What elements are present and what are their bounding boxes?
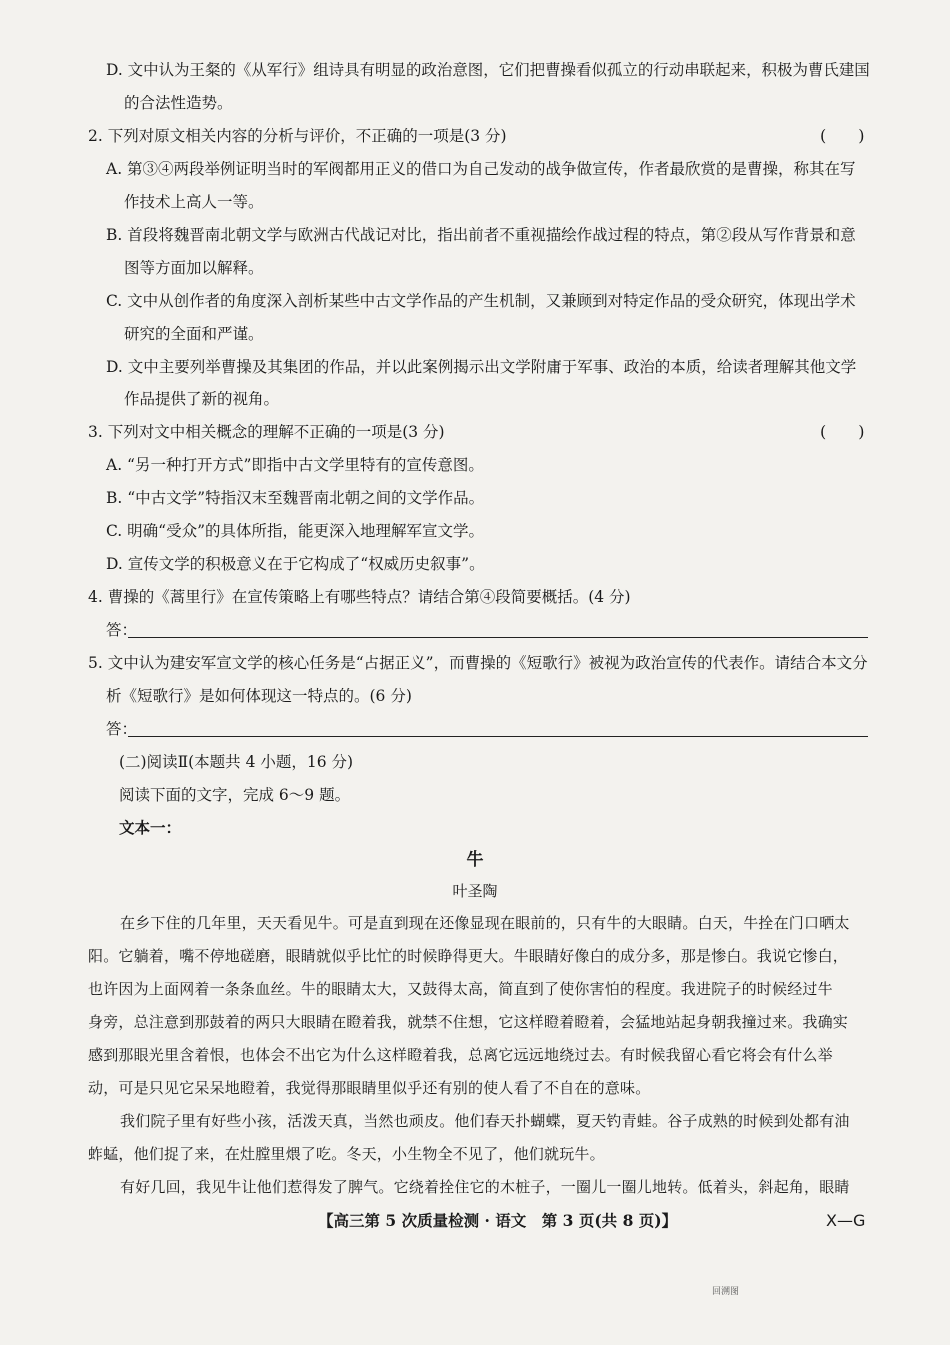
text-one-label: 文本一：: [119, 818, 182, 837]
article-paragraph-line: 身旁，总注意到那鼓着的两只大眼睛在瞪着我，就禁不住想，它这样瞪着瞪着，会猛地站起身朝我撞过来。我确实: [88, 1013, 849, 1031]
q4-stem: 4. 曹操的《蒿里行》在宣传策略上有哪些特点？请结合第④段简要概括。(4 分): [88, 588, 631, 606]
article-paragraph-line: 感到那眼光里含着恨，也体会不出它为什么这样瞪着我，总离它远远地绕过去。有时候我留心看它将会有什么举: [88, 1046, 833, 1064]
q5-answer-line[interactable]: [128, 736, 868, 737]
q3-stem: 3. 下列对文中相关概念的理解不正确的一项是(3 分): [88, 423, 445, 441]
q5-stem-line1: 5. 文中认为建安军宣文学的核心任务是“占据正义”，而曹操的《短歌行》被视为政治宣传的代表作。请结合本文分: [88, 654, 868, 672]
q2-option-c-line2: 研究的全面和严谨。: [124, 325, 264, 343]
article-paragraph-line: 阳。它躺着，嘴不停地磋磨，眼睛就似乎比忙的时候睁得更大。牛眼睛好像白的成分多，那是惨白。我说它惨白，: [88, 947, 849, 965]
q3-option-b: B. “中古文学”特指汉末至魏晋南北朝之间的文学作品。: [106, 489, 485, 507]
page-footer-code: X—G: [826, 1211, 866, 1230]
q2-option-b-line1: B. 首段将魏晋南北朝文学与欧洲古代战记对比，指出前者不重视描绘作战过程的特点，第②段从写作背景和意: [106, 226, 856, 244]
q2-option-d-line2: 作品提供了新的视角。: [124, 390, 280, 408]
q3-option-d: D. 宣传文学的积极意义在于它构成了“权威历史叙事”。: [106, 555, 485, 573]
article-title: 牛: [466, 850, 484, 870]
page-footer-label: 【高三第 5 次质量检测 · 语文 第 3 页(共 8 页)】: [318, 1211, 678, 1230]
q2-option-a-line1: A. 第③④两段举例证明当时的军阀都用正义的借口为自己发动的战争做宣传，作者最欣赏的是曹操，称其在写: [106, 160, 856, 178]
q2-answer-bracket[interactable]: ( ): [820, 126, 865, 145]
article-paragraph-line: 有好几回，我见牛让他们惹得发了脾气。它绕着拴住它的木桩子，一圈儿一圈儿地转。低着头，斜起角，眼睛: [120, 1178, 850, 1196]
q2-option-c-line1: C. 文中从创作者的角度深入剖析某些中古文学作品的产生机制，又兼顾到对特定作品的受众研究，体现出学术: [106, 292, 856, 310]
article-paragraph-line: 在乡下住的几年里，天天看见牛。可是直到现在还像显现在眼前的，只有牛的大眼睛。白天，牛拴在门口晒太: [120, 914, 850, 932]
article-paragraph-line: 我们院子里有好些小孩，活泼天真，当然也顽皮。他们春天扑蝴蝶，夏天钓青蛙。谷子成熟的时候到处都有油: [120, 1112, 850, 1130]
article-paragraph-line: 动，可是只见它呆呆地瞪着，我觉得那眼睛里似乎还有别的使人看了不自在的意味。: [88, 1079, 651, 1097]
article-paragraph-line: 也许因为上面网着一条条血丝。牛的眼睛太大，又鼓得太高，简直到了使你害怕的程度。我进院子的时候经过牛: [88, 980, 833, 998]
q4-answer-line[interactable]: [128, 637, 868, 638]
q1-option-d-line2: 的合法性造势。: [124, 94, 233, 112]
article-paragraph-line: 蚱蜢，他们捉了来，在灶膛里煨了吃。冬天，小生物全不见了，他们就玩牛。: [88, 1145, 605, 1163]
article-author: 叶圣陶: [452, 882, 498, 900]
q3-option-a: A. “另一种打开方式”即指中古文学里特有的宣传意图。: [106, 456, 484, 474]
q5-answer-label: 答：: [106, 720, 138, 738]
q2-option-a-line2: 作技术上高人一等。: [124, 193, 264, 211]
q4-answer-label: 答：: [106, 621, 138, 639]
section2-heading: (二)阅读Ⅱ(本题共 4 小题，16 分): [119, 753, 354, 771]
q1-option-d-line1: D. 文中认为王粲的《从军行》组诗具有明显的政治意图，它们把曹操看似孤立的行动串联起来，积极为曹氏建国: [106, 61, 870, 79]
q5-stem-line2: 析《短歌行》是如何体现这一特点的。(6 分): [106, 687, 412, 705]
q3-answer-bracket[interactable]: ( ): [820, 422, 865, 441]
bottom-mark: 回溯图: [712, 1287, 740, 1297]
q2-option-d-line1: D. 文中主要列举曹操及其集团的作品，并以此案例揭示出文学附庸于军事、政治的本质，给读者理解其他文学: [106, 358, 857, 376]
q3-option-c: C. 明确“受众”的具体所指，能更深入地理解军宣文学。: [106, 522, 485, 540]
section2-instruction: 阅读下面的文字，完成 6～9 题。: [119, 786, 351, 804]
q2-stem: 2. 下列对原文相关内容的分析与评价，不正确的一项是(3 分): [88, 127, 507, 145]
q2-option-b-line2: 图等方面加以解释。: [124, 259, 264, 277]
